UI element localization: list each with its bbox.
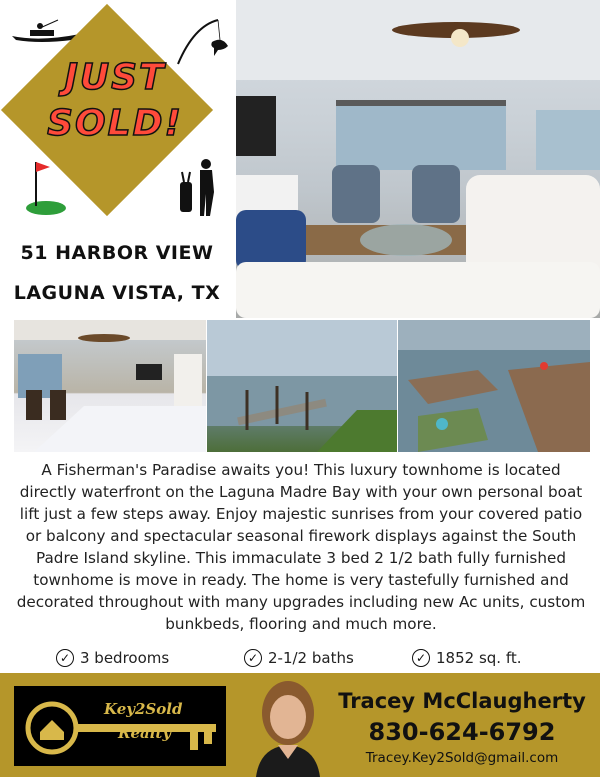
brand-subtitle: Realty [118, 724, 172, 742]
just-sold-line1: JUST [64, 57, 166, 98]
feature-list [0, 647, 600, 669]
feature-label: 1852 sq. ft. [436, 649, 522, 667]
aerial-illustration [398, 320, 590, 452]
address-street: 51 HARBOR VIEW [20, 242, 214, 264]
checkmark-circle-icon: ✓ [244, 649, 262, 667]
golfer-icon [176, 158, 222, 218]
aerial-view-photo [398, 320, 590, 452]
brand-name: Key2Sold [104, 700, 183, 718]
agent-avatar [248, 675, 328, 777]
feature-label: 3 bedrooms [80, 649, 170, 667]
living-room-illustration [236, 0, 600, 318]
dock-illustration [207, 320, 397, 452]
listing-description: A Fisherman's Paradise awaits you! This luxury townhome is located directly waterfront on the Laguna Madre Bay with your own personal boat lift just a few steps away. Enjoy majestic sunrises from your covered patio or balcony and spectacular seasonal firework displays against the South Padre Island skyline. This immaculate 3 bed 2 1/2 bath fully furnished townhome is move in ready. The home is very tastefully furnished and decorated throughout with many upgrades including new Ac units, custom bunkbeds, flooring and much more. [16, 461, 586, 633]
bedroom-photo [14, 320, 206, 452]
just-sold-line2: SOLD! [47, 103, 183, 144]
agent-name: Tracey McClaugherty [338, 689, 586, 713]
bedroom-illustration [14, 320, 206, 452]
agent-phone: 830-624-6792 [368, 718, 556, 746]
address-city: LAGUNA VISTA, TX [13, 282, 221, 304]
feature-baths [244, 647, 354, 669]
boat-dock-photo [207, 320, 397, 452]
feature-label: 2-1/2 baths [268, 649, 354, 667]
just-sold-heading [20, 55, 210, 147]
checkmark-circle-icon: ✓ [56, 649, 74, 667]
feature-square-feet [412, 647, 521, 669]
just-sold-badge-area [0, 0, 234, 318]
living-room-photo [236, 0, 600, 318]
golf-flag-icon [22, 158, 68, 216]
agent-email: Tracey.Key2Sold@gmail.com [365, 750, 559, 766]
key2sold-logo [14, 686, 226, 766]
feature-bedrooms [56, 647, 169, 669]
checkmark-circle-icon: ✓ [412, 649, 430, 667]
agent-footer [0, 673, 600, 777]
